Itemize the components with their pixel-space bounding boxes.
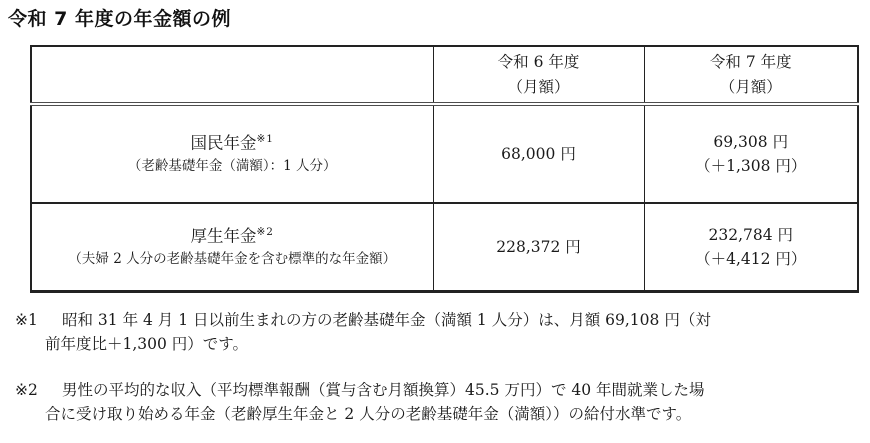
header-reiwa7-monthly: （月額） (719, 77, 782, 96)
row-label-kosei (32, 225, 433, 248)
footnote-2-text (45, 378, 863, 426)
footnote-2-line1: 男性の平均的な収入（平均標準報酬（賞与含む月額換算）45.5 万円）で 40 年間就業した場 (62, 381, 705, 399)
header-reiwa6-year: 令和 6 年度 (497, 53, 580, 72)
row-sublabel-kokumin: （老齢基礎年金（満額）：1 人分） (127, 158, 337, 175)
header-reiwa6 (433, 46, 644, 104)
footnote-1 (15, 308, 863, 356)
row-label-cell-kokumin (31, 104, 433, 203)
pension-amounts-table (30, 45, 859, 293)
footnote-1-line1: 昭和 31 年 4 月 1 日以前生まれの方の老齢基礎年金（満額 1 人分）は、月額 69,108 円（対 (62, 311, 711, 329)
kosei-reiwa6-amount: 228,372 円 (496, 237, 581, 256)
row-label-kokumin (32, 132, 433, 155)
kokumin-reiwa7-amount: 69,308 円 (713, 132, 789, 151)
footnote-2-line2: 合に受け取り始める年金（老齢厚生年金と 2 人分の老齢基礎年金（満額））の給付水準です。 (45, 405, 692, 423)
kokumin-reiwa6-amount-cell (433, 104, 644, 203)
table-header-row (31, 46, 858, 104)
row-label-cell-kosei (31, 203, 433, 292)
footnote-2-marker: ※2 (15, 381, 38, 399)
footnote-1-line2: 前年度比＋1,300 円）です。 (45, 335, 249, 353)
footnote-1-text (45, 308, 863, 356)
footnote-ref-2: ※2 (256, 226, 274, 239)
row-sublabel-kosei: （夫婦 2 人分の老齢基礎年金を含む標準的な年金額） (68, 251, 397, 268)
kosei-reiwa7-amount-cell (644, 203, 858, 292)
table-row-kokumin-nenkin (31, 104, 858, 203)
row-label-kosei-text: 厚生年金 (190, 226, 257, 246)
footnote-1-marker: ※1 (15, 311, 38, 329)
kokumin-reiwa6-amount: 68,000 円 (501, 144, 576, 163)
footnote-2 (15, 378, 863, 426)
kosei-reiwa6-amount-cell (433, 203, 644, 292)
kokumin-reiwa7-change: （＋1,308 円） (695, 157, 807, 175)
footnote-ref-1: ※1 (256, 133, 274, 146)
header-corner-cell (31, 46, 433, 104)
header-reiwa7-year: 令和 7 年度 (709, 53, 792, 72)
kokumin-reiwa7-amount-cell (644, 104, 858, 203)
kosei-reiwa7-change: （＋4,412 円） (695, 250, 807, 268)
header-reiwa7 (644, 46, 858, 104)
kosei-reiwa7-amount: 232,784 円 (708, 225, 794, 244)
table-row-kosei-nenkin (31, 203, 858, 292)
header-reiwa6-monthly: （月額） (507, 77, 570, 96)
page-title: 令和 7 年度の年金額の例 (8, 8, 231, 30)
row-label-kokumin-text: 国民年金 (190, 133, 257, 153)
